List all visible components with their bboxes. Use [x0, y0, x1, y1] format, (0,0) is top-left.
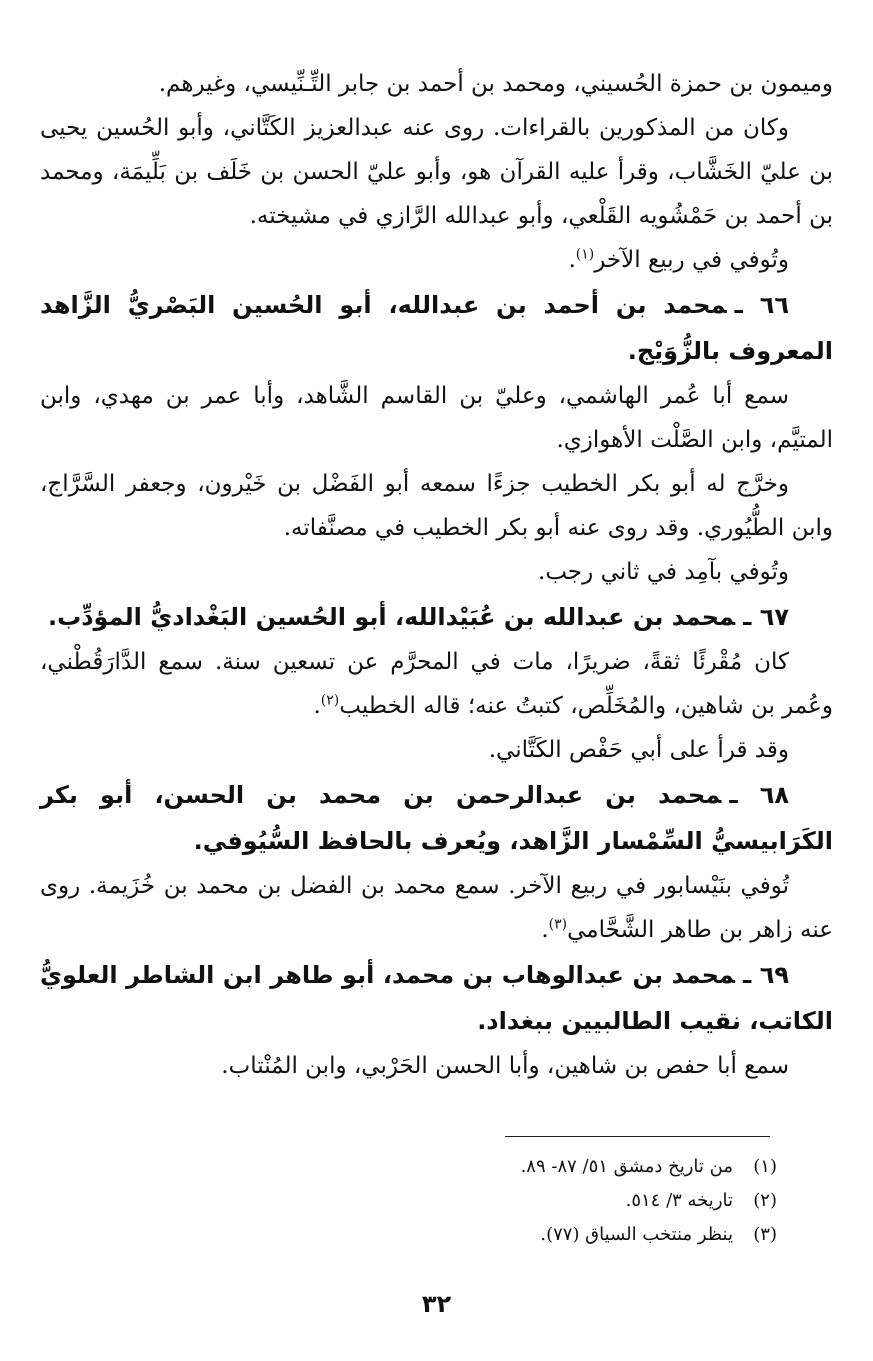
- paragraph: تُوفي بنَيْسابور في ربيع الآخر. سمع محمد بن الفضل بن محمد بن خُزَيمة. روى عنه زاهر بن طاهر الشَّحَّامي$^{(٣)}$.: [40, 873, 833, 943]
- footnote-text: تاريخه ٣/ ٥١٤.: [625, 1190, 733, 1211]
- entry-heading: [40, 772, 833, 864]
- paragraph: سمع أبا حفص بن شاهين، وأبا الحسن الحَرْبي، وابن المُنْتاب.: [221, 1053, 789, 1079]
- page-number: ٣٢: [421, 1290, 452, 1318]
- footnote: [137, 1150, 777, 1184]
- footnote-ref: (٢): [320, 692, 340, 709]
- entry-number: ٦٦ ـ: [734, 291, 789, 319]
- entry-title: محمد بن عبدالله بن عُبَيْدالله، أبو الحُسين البَغْداديُّ المؤدِّب.: [47, 603, 736, 631]
- paragraph-text: كان مُقْرئًا ثقةً، ضريرًا، مات في المحرَّم عن تسعين سنة. سمع الدَّارَقُطْني، وعُمر بن شاهين، والمُخَلِّص، كتبتُ عنه؛ قاله الخطيب: [40, 649, 833, 719]
- entry-heading: [40, 952, 833, 1044]
- footnote-number: (٢): [753, 1190, 777, 1211]
- footnote-number: (١): [753, 1156, 777, 1177]
- paragraph-text: وتُوفي في ربيع الآخر: [594, 247, 789, 273]
- paragraph: كان مُقْرئًا ثقةً، ضريرًا، مات في المحرَّم عن تسعين سنة. سمع الدَّارَقُطْني، وعُمر بن شاهين، والمُخَلِّص، كتبتُ عنه؛ قاله الخطيب$^{(٢)}$.: [40, 649, 833, 719]
- paragraph: وميمون بن حمزة الحُسيني، ومحمد بن أحمد بن جابر التِّـنِّيسي، وغيرهم.: [158, 71, 833, 97]
- footnote: [137, 1184, 777, 1218]
- footnote-ref: (١): [575, 246, 595, 263]
- paragraph: وكان من المذكورين بالقراءات. روى عنه عبدالعزيز الكَتَّاني، وأبو الحُسين يحيى بن عليّ الخَشَّاب، وقرأ عليه القرآن هو، وأبو عليّ الحسن بن خَلَف بن بَلِّيمَة، ومحمد بن أحمد بن حَمْشُويه القَلْعي، وأبو عبدالله الرَّازي في مشيخته.: [40, 115, 833, 229]
- footnote-divider: [505, 1136, 770, 1137]
- entry-number: ٦٨ ـ: [729, 781, 790, 809]
- footnotes: [137, 1150, 777, 1252]
- footnote-text: من تاريخ دمشق ٥١/ ٨٧- ٨٩.: [520, 1156, 733, 1177]
- entry-title: محمد بن عبدالوهاب بن محمد، أبو طاهر ابن الشاطر العلويُّ الكاتب، نقيب الطالبيين ببغداد.: [40, 961, 833, 1035]
- footnote-text: ينظر منتخب السياق (٧٧).: [540, 1224, 733, 1245]
- entry-title: محمد بن أحمد بن عبدالله، أبو الحُسين البَصْريُّ الزَّاهد المعروف بالزُّوَيْج.: [40, 291, 833, 365]
- paragraph-text: تُوفي بنَيْسابور في ربيع الآخر. سمع محمد بن الفضل بن محمد بن خُزَيمة. روى عنه زاهر بن طاهر الشَّحَّامي: [40, 873, 833, 943]
- paragraph: وتُوفي بآمِد في ثاني رجب.: [538, 559, 789, 585]
- entry-number: ٦٩ ـ: [742, 961, 789, 989]
- entry-title: محمد بن عبدالرحمن بن محمد بن الحسن، أبو بكر الكَرَابيسيُّ السِّمْسار الزَّاهد، ويُعرف بالحافظ السُّيُوفي.: [40, 781, 833, 855]
- footnote-number: (٣): [753, 1224, 777, 1245]
- paragraph: وتُوفي في ربيع الآخر$^{(١)}$.: [568, 246, 789, 273]
- footnote-ref: (٣): [548, 916, 568, 933]
- main-text: [40, 62, 833, 1088]
- entry-number: ٦٧ ـ: [743, 603, 789, 631]
- entry-heading: [40, 282, 833, 374]
- paragraph: سمع أبا عُمر الهاشمي، وعليّ بن القاسم الشَّاهد، وأبا عمر بن مهدي، وابن المتيَّم، وابن الصَّلْت الأهوازي.: [40, 383, 833, 453]
- paragraph: وقد قرأ على أبي حَفْص الكَتَّاني.: [488, 737, 789, 763]
- footnote: [137, 1218, 777, 1252]
- paragraph: وخرَّج له أبو بكر الخطيب جزءًا سمعه أبو الفَضْل بن خَيْرون، وجعفر السَّرَّاج، وابن الطُّيُوري. وقد روى عنه أبو بكر الخطيب في مصنَّفاته.: [40, 471, 833, 541]
- entry-heading: [40, 594, 833, 640]
